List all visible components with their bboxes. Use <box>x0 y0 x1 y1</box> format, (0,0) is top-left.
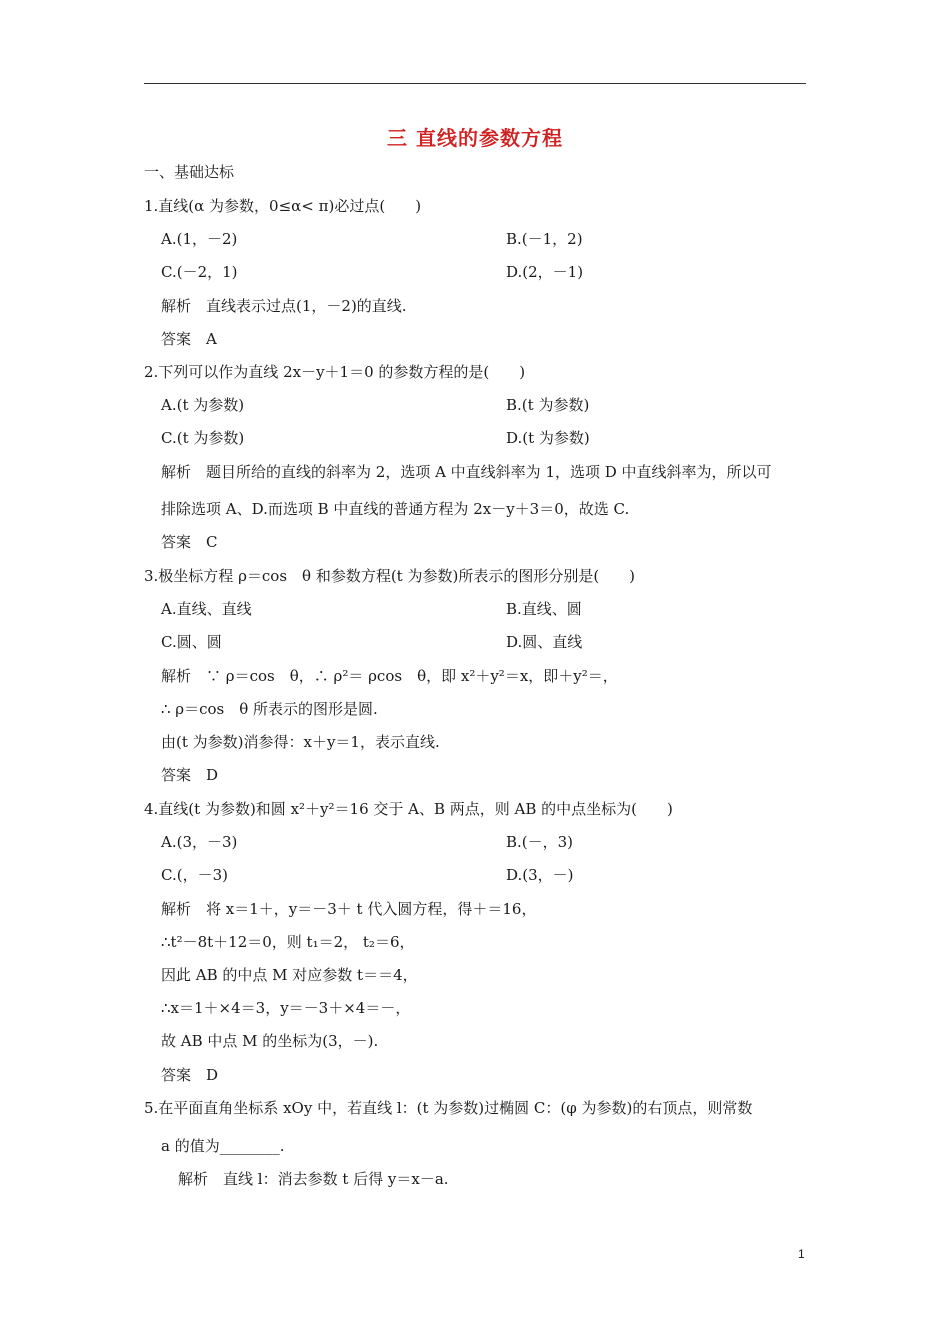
q1-stem: 1.直线(α 为参数，0≤α< π)必过点( ) <box>144 197 422 215</box>
q4-analysis-step1: 解析 将 x＝1＋，y＝－3＋ t 代入圆方程，得＋＝16， <box>161 900 537 918</box>
q2-option-d: D.(t 为参数) <box>506 429 590 447</box>
q5-analysis: 解析 直线 l：消去参数 t 后得 y＝x－a. <box>178 1170 449 1188</box>
q3-option-b: B.直线、圆 <box>506 600 582 618</box>
q3-option-c: C.圆、圆 <box>161 633 222 651</box>
q2-stem: 2.下列可以作为直线 2x－y＋1＝0 的参数方程的是( ) <box>144 363 526 381</box>
q1-option-b: B.(－1，2) <box>506 230 583 248</box>
q1-answer: 答案 A <box>161 330 217 348</box>
q3-answer: 答案 D <box>161 766 219 784</box>
q5-stem-line2: a 的值为________. <box>161 1137 285 1155</box>
q2-option-a: A.(t 为参数) <box>161 396 245 414</box>
q4-analysis-step4: ∴x＝1＋×4＝3，y＝－3＋×4＝－， <box>161 999 411 1017</box>
page-title: 三 直线的参数方程 <box>387 126 563 150</box>
q1-option-a: A.(1，－2) <box>161 230 238 248</box>
q3-analysis-line1: 解析 ∵ ρ＝cos θ，∴ ρ²＝ ρcos θ，即 x²＋y²＝x，即＋y²＝， <box>161 667 618 685</box>
q4-option-c: C.(，－3) <box>161 866 228 884</box>
q3-analysis-line2: ∴ ρ＝cos θ 所表示的图形是圆. <box>161 700 378 718</box>
page-number: 1 <box>798 1247 805 1261</box>
q2-option-c: C.(t 为参数) <box>161 429 245 447</box>
section-heading: 一、基础达标 <box>144 163 235 181</box>
q5-stem-line1: 5.在平面直角坐标系 xOy 中，若直线 l：(t 为参数)过椭圆 C：(φ 为参数)的右顶点，则常数 <box>144 1099 753 1117</box>
q2-option-b: B.(t 为参数) <box>506 396 590 414</box>
q3-analysis-line3: 由(t 为参数)消参得：x＋y＝1，表示直线. <box>161 733 440 751</box>
q3-option-d: D.圆、直线 <box>506 633 583 651</box>
q4-analysis-step2: ∴t²－8t＋12＝0，则 t₁＝2， t₂＝6， <box>161 933 415 951</box>
q2-analysis-line1: 解析 题目所给的直线的斜率为 2，选项 A 中直线斜率为 1，选项 D 中直线斜率为，所以可 <box>161 463 772 481</box>
q2-analysis-line2: 排除选项 A、D.而选项 B 中直线的普通方程为 2x－y＋3＝0，故选 C. <box>161 500 630 518</box>
q1-option-d: D.(2，－1) <box>506 263 584 281</box>
q4-option-b: B.(－，3) <box>506 833 574 851</box>
q2-answer: 答案 C <box>161 533 218 551</box>
q1-option-c: C.(－2，1) <box>161 263 238 281</box>
q4-answer: 答案 D <box>161 1066 219 1084</box>
q3-stem: 3.极坐标方程 ρ＝cos θ 和参数方程(t 为参数)所表示的图形分别是( ) <box>144 567 636 585</box>
q4-option-a: A.(3，－3) <box>161 833 238 851</box>
q1-analysis: 解析 直线表示过点(1，－2)的直线. <box>161 297 407 315</box>
q4-option-d: D.(3，－) <box>506 866 574 884</box>
q3-option-a: A.直线、直线 <box>161 600 252 618</box>
header-rule <box>144 83 806 84</box>
q4-analysis-step3: 因此 AB 的中点 M 对应参数 t＝＝4， <box>161 966 418 984</box>
q4-stem: 4.直线(t 为参数)和圆 x²＋y²＝16 交于 A、B 两点，则 AB 的中点坐标为( ) <box>144 800 673 818</box>
q4-analysis-step5: 故 AB 中点 M 的坐标为(3，－). <box>161 1032 379 1050</box>
